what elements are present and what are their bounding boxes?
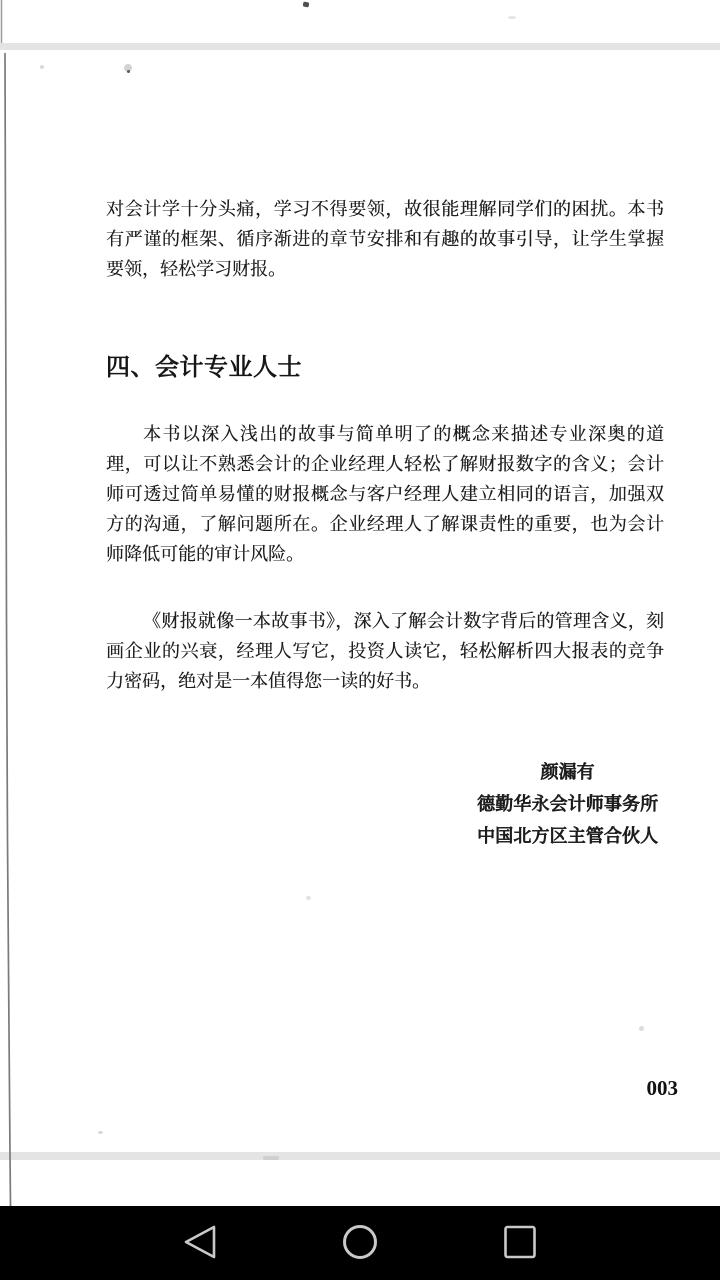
text-line: 本书以深入浅出的故事与简单明了的概念来描述专业深奥的道: [143, 424, 664, 444]
scan-speck: [98, 1131, 103, 1134]
text-line: 师降低可能的审计风险。: [106, 544, 304, 564]
scan-speck: [508, 16, 516, 19]
text-line: 画企业的兴衰，经理人写它，投资人读它，轻松解析四大报表的竞争: [106, 641, 664, 661]
signature-title: 中国北方区主管合伙人: [477, 826, 658, 846]
recents-icon: [500, 1222, 540, 1262]
text-line: 有严谨的框架、循序渐进的章节安排和有趣的故事引导，让学生掌握: [106, 229, 664, 249]
top-separator-band: [0, 43, 720, 50]
scan-speck: [40, 65, 44, 69]
bottom-separator-band: [0, 1152, 720, 1160]
text-line: 理，可以让不熟悉会计的企业经理人轻松了解财报数字的含义；会计: [106, 454, 664, 474]
scan-speck: [306, 896, 311, 900]
back-icon: [180, 1222, 220, 1262]
text-line: 方的沟通，了解问题所在。企业经理人了解课责性的重要，也为会计: [106, 514, 664, 534]
text-line: 《财报就像一本故事书》，深入了解会计数字背后的管理含义，刻: [143, 611, 664, 631]
page-number: 003: [646, 1076, 678, 1100]
scan-speck: [639, 1026, 644, 1031]
text-line: 力密码，绝对是一本值得您一读的好书。: [106, 671, 430, 691]
back-button[interactable]: [178, 1220, 222, 1264]
scan-speck: [124, 64, 132, 72]
drag-handle-dash: [263, 1156, 279, 1160]
home-icon: [340, 1222, 380, 1262]
text-line: 要领，轻松学习财报。: [106, 259, 286, 279]
text-line: 对会计学十分头痛，学习不得要领，故很能理解同学们的困扰。本书: [106, 199, 664, 219]
signature-name: 颜漏有: [540, 762, 595, 782]
android-navigation-bar: [0, 1206, 720, 1280]
section-heading: 四、会计专业人士: [106, 353, 302, 381]
signature-company: 德勤华永会计师事务所: [477, 794, 658, 814]
home-button[interactable]: [338, 1220, 382, 1264]
recents-button[interactable]: [498, 1220, 542, 1264]
text-line: 师可透过简单易懂的财报概念与客户经理人建立相同的语言，加强双: [106, 484, 664, 504]
scan-speck: [303, 1, 310, 7]
